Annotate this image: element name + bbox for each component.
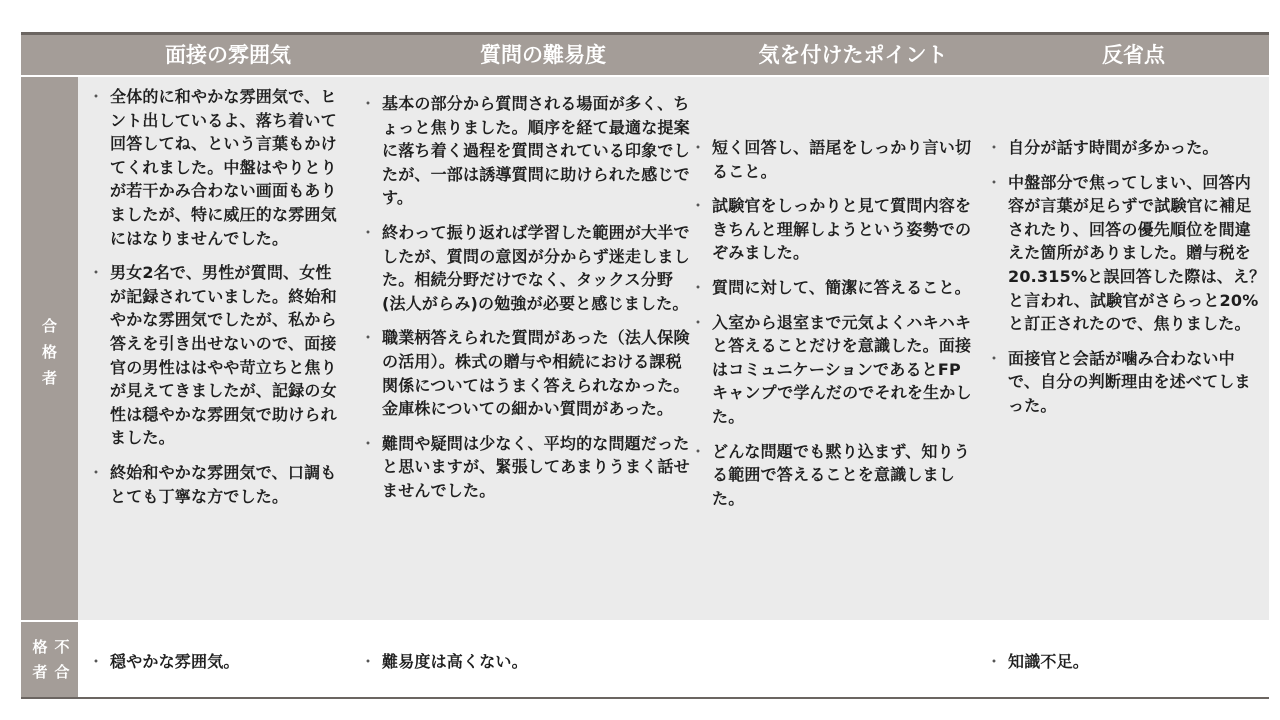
column-header-reflection: 反省点 xyxy=(1102,43,1165,67)
cell-failed-reflection xyxy=(986,650,1266,685)
cell-passed-points xyxy=(690,136,972,521)
list-item: ・ 入室から退室まで元気よくハキハキと答えることだけを意識した。面接はコミュニケーションであるとFPキャンプで学んだのでそれを生かした。 xyxy=(690,311,972,429)
cell-passed-reflection xyxy=(986,136,1266,429)
row-label-char: 者 xyxy=(41,369,57,387)
row-label-failed xyxy=(21,622,78,697)
table-header-row xyxy=(21,35,1269,75)
list-item: ・ 穏やかな雰囲気。 xyxy=(88,650,346,674)
row-label-char: 不 xyxy=(54,638,70,656)
list-item: ・ 全体的に和やかな雰囲気で、ヒント出しているよ、落ち着いて回答してね、という言葉もかけてくれました。中盤はやりとりが若干かみ合わない画面もありましたが、特に威圧的な雰囲気にはなりませんでした。 xyxy=(88,85,346,250)
row-label-char: 格 xyxy=(32,638,48,656)
table-bottom-border xyxy=(21,697,1269,699)
cell-passed-difficulty xyxy=(360,92,690,514)
list-item: ・ 難問や疑問は少なく、平均的な問題だったと思いますが、緊張してあまりうまく話せませんでした。 xyxy=(360,432,690,503)
list-item: ・ 終始和やかな雰囲気で、口調もとても丁寧な方でした。 xyxy=(88,461,346,508)
list-item: ・ 男女2名で、男性が質問、女性が記録されていました。終始和やかな雰囲気でしたが、私から答えを引き出せないので、面接官の男性ははやや苛立ちと焦りが見えてきましたが、記録の女性は穏やかな雰囲気で助けられました。 xyxy=(88,261,346,450)
list-item: ・ どんな問題でも黙り込まず、知りうる範囲で答えることを意識しました。 xyxy=(690,440,972,511)
row-label-char: 者 xyxy=(32,663,48,681)
list-item: ・ 職業柄答えられた質問があった（法人保険の活用）。株式の贈与や相続における課税関係についてはうまく答えられなかった。金庫株についての細かい質問があった。 xyxy=(360,326,690,420)
row-label-char: 合 xyxy=(41,317,57,335)
cell-failed-atmosphere xyxy=(88,650,346,685)
list-item: ・ 面接官と会話が噛み合わない中で、自分の判断理由を述べてしまった。 xyxy=(986,347,1266,418)
list-item: ・ 質問に対して、簡潔に答えること。 xyxy=(690,276,972,300)
cell-failed-difficulty xyxy=(360,650,690,685)
list-item: ・ 知識不足。 xyxy=(986,650,1266,674)
list-item: ・ 短く回答し、語尾をしっかり言い切ること。 xyxy=(690,136,972,183)
row-label-char: 合 xyxy=(54,663,70,681)
list-item: ・ 基本の部分から質問される場面が多く、ちょっと焦りました。順序を経て最適な提案に落ち着く過程を質問されている印象でしたが、一部は誘導質問に助けられた感じです。 xyxy=(360,92,690,210)
column-header-atmosphere: 面接の雰囲気 xyxy=(165,43,291,67)
list-item: ・ 自分が話す時間が多かった。 xyxy=(986,136,1266,160)
list-item: ・ 終わって振り返れば学習した範囲が大半でしたが、質問の意図が分からず迷走しました。相続分野だけでなく、タックス分野(法人がらみ)の勉強が必要と感じました。 xyxy=(360,221,690,315)
row-label-char: 格 xyxy=(41,343,57,361)
list-item: ・ 難易度は高くない。 xyxy=(360,650,690,674)
list-item: ・ 中盤部分で焦ってしまい、回答内容が言葉が足らずで試験官に補足されたり、回答の優先順位を間違えた箇所がありました。贈与税を20.315%と誤回答した際は、え？と言われ、試験官がさらっと20%と訂正されたので、焦りました。 xyxy=(986,171,1266,336)
cell-passed-atmosphere xyxy=(88,85,346,519)
column-header-points: 気を付けたポイント xyxy=(758,43,948,67)
column-header-difficulty: 質問の難易度 xyxy=(480,43,606,67)
list-item: ・ 試験官をしっかりと見て質問内容をきちんと理解しようという姿勢でのぞみました。 xyxy=(690,194,972,265)
row-label-passed xyxy=(21,77,78,620)
